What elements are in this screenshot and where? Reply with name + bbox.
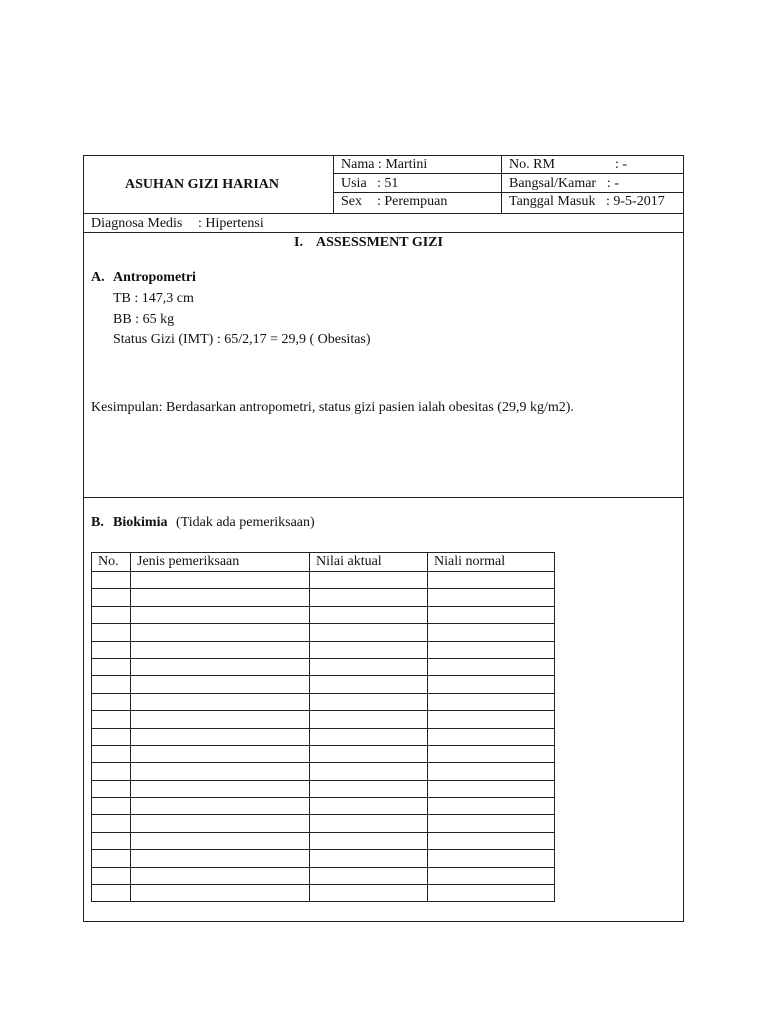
table-cell xyxy=(92,711,131,728)
table-cell xyxy=(92,693,131,710)
table-row xyxy=(92,606,555,623)
table-cell xyxy=(92,572,131,589)
bangsal-label: Bangsal/Kamar xyxy=(509,176,597,191)
table-cell xyxy=(310,728,428,745)
bangsal-value: : - xyxy=(607,176,620,191)
table-row xyxy=(92,832,555,849)
table-cell xyxy=(310,867,428,884)
table-cell xyxy=(428,624,555,641)
table-cell xyxy=(428,658,555,675)
table-cell xyxy=(428,641,555,658)
table-row xyxy=(92,676,555,693)
header-divider-2 xyxy=(501,155,502,213)
table-cell xyxy=(131,780,310,797)
table-row xyxy=(92,572,555,589)
col-no: No. xyxy=(92,553,131,572)
biokimia-note: (Tidak ada pemeriksaan) xyxy=(176,515,315,530)
table-cell xyxy=(131,885,310,902)
table-cell xyxy=(131,676,310,693)
table-cell xyxy=(131,589,310,606)
table-cell xyxy=(131,867,310,884)
table-row xyxy=(92,693,555,710)
table-cell xyxy=(310,885,428,902)
table-cell xyxy=(428,676,555,693)
table-cell xyxy=(428,745,555,762)
usia-value: : 51 xyxy=(377,176,399,191)
table-row xyxy=(92,658,555,675)
table-cell xyxy=(428,606,555,623)
table-cell xyxy=(428,832,555,849)
header-bottom-line xyxy=(83,213,684,214)
status-gizi: Status Gizi (IMT) : 65/2,17 = 29,9 ( Obesitas) xyxy=(113,332,371,347)
table-cell xyxy=(310,815,428,832)
table-cell xyxy=(92,850,131,867)
table-cell xyxy=(310,676,428,693)
table-cell xyxy=(92,763,131,780)
biokimia-letter: B. xyxy=(91,515,104,530)
table-cell xyxy=(310,606,428,623)
table-row xyxy=(92,798,555,815)
table-cell xyxy=(92,885,131,902)
table-cell xyxy=(310,763,428,780)
table-cell xyxy=(92,641,131,658)
col-jenis: Jenis pemeriksaan xyxy=(131,553,310,572)
tb-value: TB : 147,3 cm xyxy=(113,291,194,306)
table-cell xyxy=(131,693,310,710)
table-cell xyxy=(310,658,428,675)
table-cell xyxy=(428,850,555,867)
table-cell xyxy=(92,606,131,623)
table-row xyxy=(92,589,555,606)
table-cell xyxy=(131,711,310,728)
table-cell xyxy=(428,711,555,728)
table-cell xyxy=(310,589,428,606)
table-cell xyxy=(131,832,310,849)
table-row xyxy=(92,728,555,745)
table-cell xyxy=(310,780,428,797)
table-cell xyxy=(310,572,428,589)
table-cell xyxy=(310,745,428,762)
table-cell xyxy=(428,728,555,745)
table-cell xyxy=(131,745,310,762)
antropometri-letter: A. xyxy=(91,270,105,285)
table-cell xyxy=(131,763,310,780)
nama-field: Nama : Martini xyxy=(341,157,428,172)
antropometri-bottom-line xyxy=(83,497,684,498)
table-row xyxy=(92,763,555,780)
table-row xyxy=(92,815,555,832)
table-row xyxy=(92,885,555,902)
table-row xyxy=(92,711,555,728)
table-cell xyxy=(131,641,310,658)
biokimia-table xyxy=(91,552,555,902)
table-cell xyxy=(92,589,131,606)
table-row xyxy=(92,624,555,641)
col-nilai-normal: Niali normal xyxy=(428,553,555,572)
table-cell xyxy=(92,728,131,745)
sex-label: Sex xyxy=(341,194,362,209)
no-rm-label: No. RM xyxy=(509,157,555,172)
table-cell xyxy=(92,780,131,797)
table-cell xyxy=(131,850,310,867)
table-cell xyxy=(131,624,310,641)
table-cell xyxy=(131,658,310,675)
table-row xyxy=(92,850,555,867)
table-cell xyxy=(428,798,555,815)
diagnosa-bottom-line xyxy=(83,232,684,233)
table-cell xyxy=(131,572,310,589)
table-cell xyxy=(92,798,131,815)
biokimia-header-row xyxy=(92,553,555,572)
table-cell xyxy=(92,815,131,832)
table-cell xyxy=(428,763,555,780)
table-row xyxy=(92,745,555,762)
tanggal-value: : 9-5-2017 xyxy=(606,194,665,209)
table-cell xyxy=(428,589,555,606)
table-cell xyxy=(310,832,428,849)
kesimpulan: Kesimpulan: Berdasarkan antropometri, status gizi pasien ialah obesitas (29,9 kg/m2). xyxy=(91,400,574,415)
section-number: I. xyxy=(294,235,303,250)
table-cell xyxy=(92,745,131,762)
section-title: ASSESSMENT GIZI xyxy=(316,235,443,250)
table-cell xyxy=(428,572,555,589)
table-cell xyxy=(428,780,555,797)
diagnosa-label: Diagnosa Medis xyxy=(91,216,183,231)
table-cell xyxy=(310,798,428,815)
table-cell xyxy=(92,676,131,693)
table-cell xyxy=(310,693,428,710)
table-cell xyxy=(310,850,428,867)
header-row-line-1 xyxy=(333,173,684,174)
table-cell xyxy=(310,711,428,728)
table-cell xyxy=(131,798,310,815)
diagnosa-value: : Hipertensi xyxy=(198,216,264,231)
table-cell xyxy=(428,815,555,832)
biokimia-title: Biokimia xyxy=(113,515,168,530)
col-nilai-aktual: Nilai aktual xyxy=(310,553,428,572)
no-rm-value: : - xyxy=(615,157,628,172)
bb-value: BB : 65 kg xyxy=(113,312,175,327)
table-cell xyxy=(92,658,131,675)
table-cell xyxy=(92,624,131,641)
table-cell xyxy=(310,641,428,658)
usia-label: Usia xyxy=(341,176,367,191)
tanggal-label: Tanggal Masuk xyxy=(509,194,596,209)
table-cell xyxy=(131,815,310,832)
table-cell xyxy=(428,867,555,884)
table-cell xyxy=(310,624,428,641)
table-cell xyxy=(131,606,310,623)
table-cell xyxy=(428,885,555,902)
form-title: ASUHAN GIZI HARIAN xyxy=(125,177,280,192)
sex-value: : Perempuan xyxy=(377,194,448,209)
header-divider-1 xyxy=(333,155,334,213)
table-cell xyxy=(428,693,555,710)
table-row xyxy=(92,867,555,884)
table-row xyxy=(92,641,555,658)
table-cell xyxy=(92,832,131,849)
antropometri-title: Antropometri xyxy=(113,270,196,285)
table-row xyxy=(92,780,555,797)
table-cell xyxy=(92,867,131,884)
table-cell xyxy=(131,728,310,745)
